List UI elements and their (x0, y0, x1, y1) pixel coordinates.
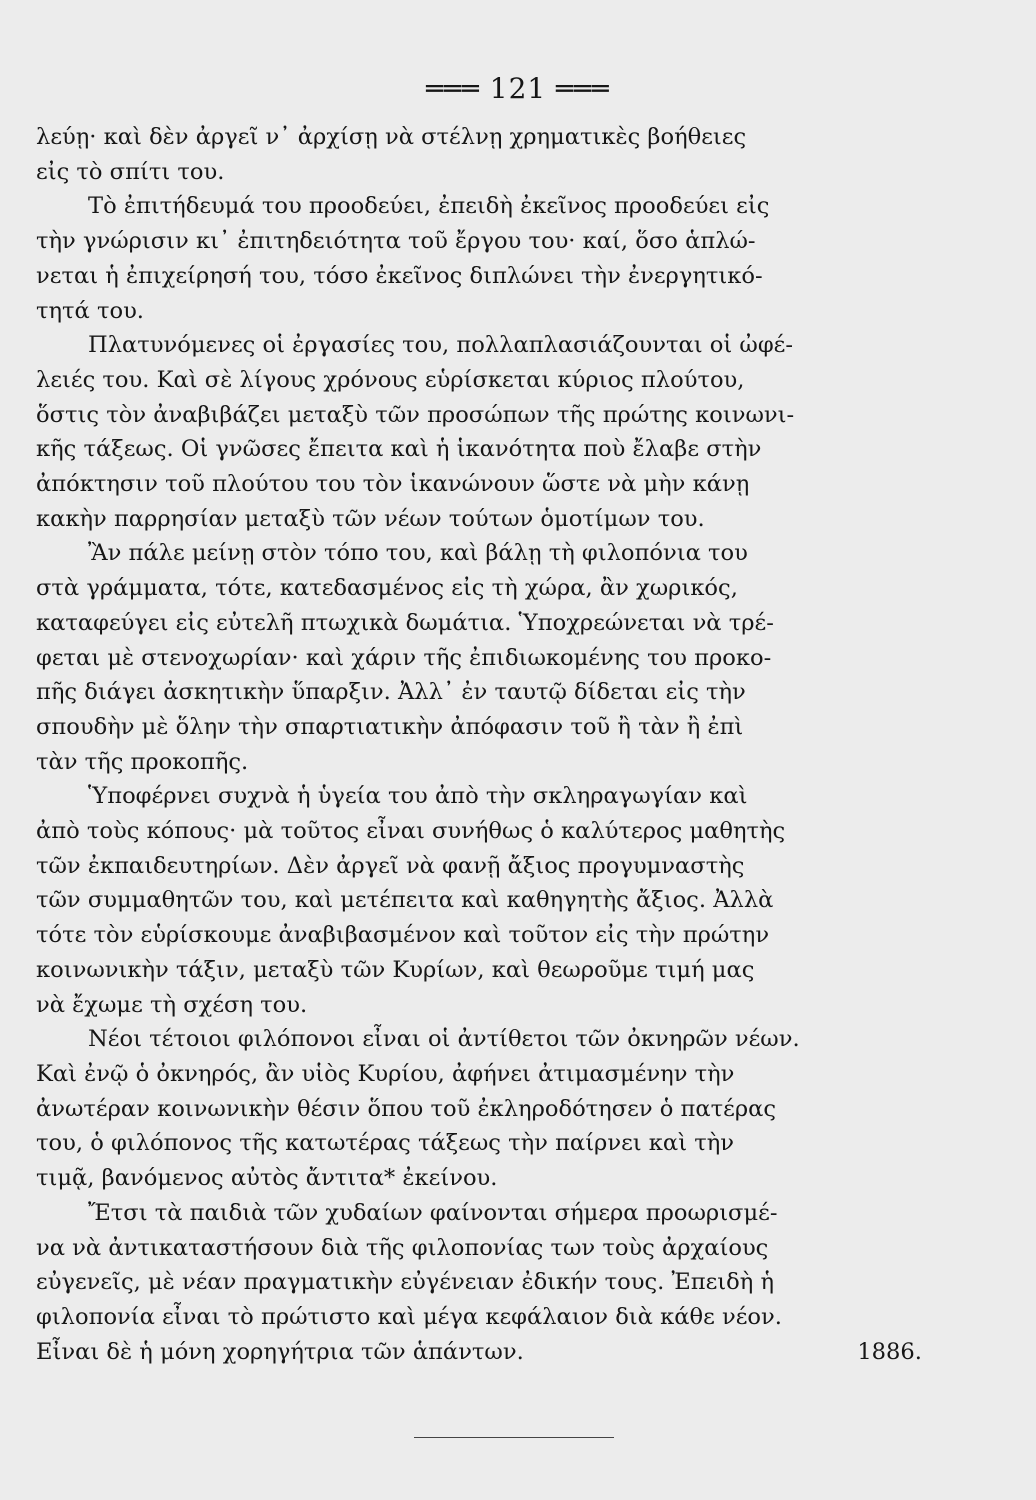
text-line: τὰν τῆς προκοπῆς. (36, 748, 249, 775)
text-line: λειές του. Καὶ σὲ λίγους χρόνους εὑρίσκεται κύριος πλούτου, (36, 366, 745, 393)
page-divider-rule (414, 1437, 614, 1438)
text-line: τῶν ἐκπαιδευτηρίων. Δὲν ἀργεῖ νὰ φανῇ ἄξιος προγυμναστὴς (36, 852, 745, 879)
text-line: τῶν συμμαθητῶν του, καὶ μετέπειτα καὶ καθηγητὴς ἄξιος. Ἀλλὰ (36, 887, 774, 914)
text-line: ἀπόκτησιν τοῦ πλούτου του τὸν ἱκανώνουν ὥστε νὰ μὴν κάνῃ (36, 471, 750, 498)
year-signature: 1886. (857, 1338, 922, 1365)
text-line: ἀνωτέραν κοινωνικὴν θέσιν ὅπου τοῦ ἐκληροδότησεν ὁ πατέρας (36, 1095, 777, 1122)
paragraph-start-line: Πλατυνόμενες οἱ ἐργασίες του, πολλαπλασιάζουνται οἱ ὠφέ- (88, 332, 794, 359)
body-text (36, 120, 922, 1369)
text-line: Εἶναι δὲ ἡ μόνη χορηγήτρια τῶν ἁπάντων. 1886. (36, 1335, 922, 1370)
text-line: πῆς διάγει ἀσκητικὴν ὕπαρξιν. Ἀλλ᾿ ἐν ταυτῷ δίδεται εἰς τὴν (36, 679, 746, 706)
text-line: φιλοπονία εἶναι τὸ πρώτιστο καὶ μέγα κεφάλαιον διὰ κάθε νέον. (36, 1303, 782, 1330)
text-line: νεται ἡ ἐπιχείρησή του, τόσο ἐκεῖνος διπλώνει τὴν ἐνεργητικό- (36, 262, 763, 289)
text-line: ἀπὸ τοὺς κόπους· μὰ τοῦτος εἶναι συνήθως ὁ καλύτερος μαθητὴς (36, 818, 786, 845)
paragraph-start-line: Τὸ ἐπιτήδευμά του προοδεύει, ἐπειδὴ ἐκεῖνος προοδεύει εἰς (88, 193, 770, 220)
text-line: στὰ γράμματα, τότε, κατεδασμένος εἰς τὴ χώρα, ἂν χωρικός, (36, 575, 738, 602)
paragraph-start-line: Νέοι τέτοιοι φιλόπονοι εἶναι οἱ ἀντίθετοι τῶν ὀκνηρῶν νέων. (88, 1026, 800, 1053)
text-line: τὴν γνώρισιν κι᾿ ἐπιτηδειότητα τοῦ ἔργου του· καί, ὅσο ἁπλώ- (36, 228, 756, 255)
text-line: κοινωνικὴν τάξιν, μεταξὺ τῶν Κυρίων, καὶ θεωροῦμε τιμή μας (36, 956, 755, 983)
text-line: Καὶ ἐνῷ ὁ ὀκνηρός, ἂν υἱὸς Κυρίου, ἀφήνει ἀτιμασμένην τὴν (36, 1060, 735, 1087)
text-line: εὐγενεῖς, μὲ νέαν πραγματικὴν εὐγένειαν ἐδικήν τους. Ἐπειδὴ ἡ (36, 1269, 775, 1296)
text-line: να νὰ ἀντικαταστήσουν διὰ τῆς φιλοπονίας των τοὺς ἀρχαίους (36, 1234, 769, 1261)
text-line: τότε τὸν εὑρίσκουμε ἀναβιβασμένον καὶ τοῦτον εἰς τὴν πρώτην (36, 922, 770, 949)
text-line: σπουδὴν μὲ ὅλην τὴν σπαρτιατικὴν ἀπόφασιν τοῦ ἢ τὰν ἢ ἐπὶ (36, 713, 744, 740)
paragraph-start-line: Ἔτσι τὰ παιδιὰ τῶν χυδαίων φαίνονται σήμερα προωρισμέ- (88, 1199, 778, 1226)
text-line: φεται μὲ στενοχωρίαν· καὶ χάριν τῆς ἐπιδιωκομένης του προκο- (36, 644, 772, 671)
text-line: κῆς τάξεως. Οἱ γνῶσες ἔπειτα καὶ ἡ ἱκανότητα ποὺ ἔλαβε στὴν (36, 436, 762, 463)
text-line: λεύῃ· καὶ δὲν ἀργεῖ ν᾿ ἀρχίσῃ νὰ στέλνῃ χρηματικὲς βοήθειες (36, 124, 747, 150)
text-line: του, ὁ φιλόπονος τῆς κατωτέρας τάξεως τὴν παίρνει καὶ τὴν (36, 1130, 735, 1157)
text-line: τιμᾷ, βανόμενος αὐτὸς ἄντιτα* ἐκείνου. (36, 1165, 498, 1192)
text-line: καταφεύγει εἰς εὐτελῆ πτωχικὰ δωμάτια. Ὑποχρεώνεται νὰ τρέ- (36, 609, 774, 636)
text-line: τητά του. (36, 297, 144, 324)
text-line: εἰς τὸ σπίτι του. (36, 158, 225, 185)
paragraph-start-line: Ὑποφέρνει συχνὰ ἡ ὑγεία του ἀπὸ τὴν σκληραγωγίαν καὶ (88, 783, 748, 810)
text-line: ὅστις τὸν ἀναβιβάζει μεταξὺ τῶν προσώπων τῆς πρώτης κοινωνι- (36, 401, 795, 428)
page-number: ═══ 121 ═══ (426, 72, 610, 105)
paragraph-start-line: Ἂν πάλε μείνῃ στὸν τόπο του, καὶ βάλῃ τὴ φιλοπόνια του (88, 540, 748, 567)
text-line: νὰ ἔχωμε τὴ σχέση του. (36, 991, 308, 1018)
text-line: κακὴν παρρησίαν μεταξὺ τῶν νέων τούτων ὁμοτίμων του. (36, 505, 705, 532)
